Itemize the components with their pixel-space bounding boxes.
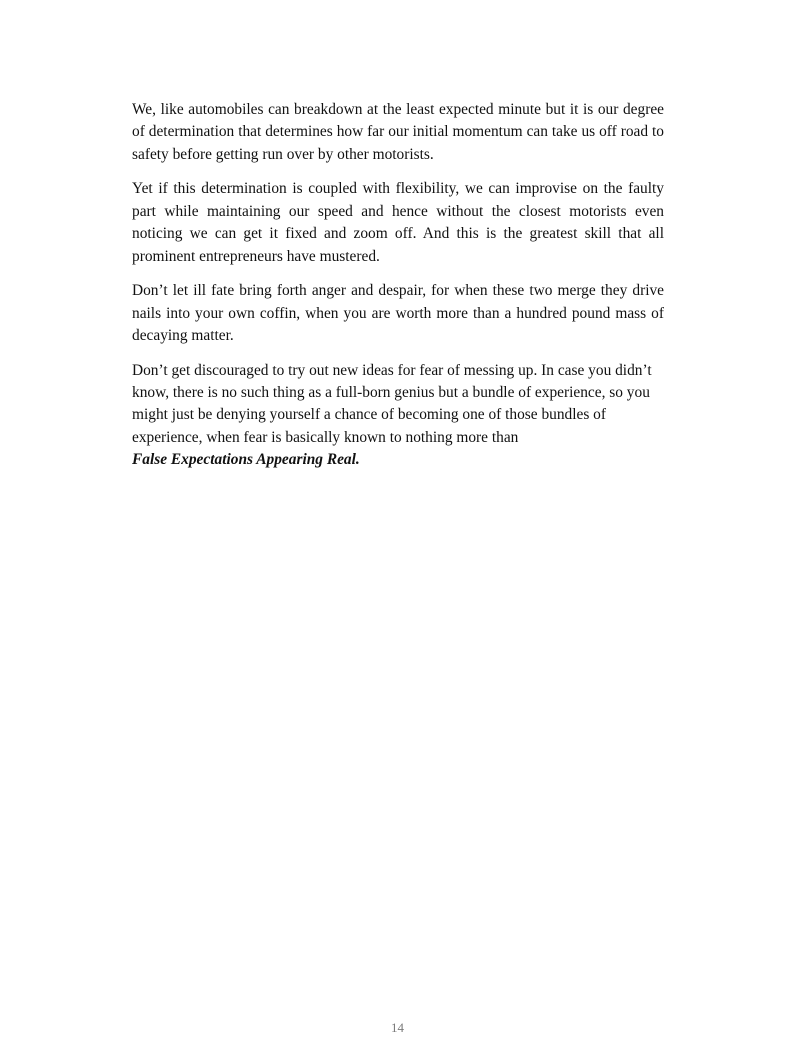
paragraph-2: Yet if this determination is coupled with flexibility, we can improvise on the faulty part while maintaining our speed and hence without the closest motorists even noticing we can get it fixed and zoom off. And this is the greatest skill that all prominent entrepreneurs have mustered. xyxy=(132,180,664,265)
paragraph-4-text: Don’t get discouraged to try out new ideas for fear of messing up. In case you didn’t know, there is no such thing as a full-born genius but a bundle of experience, so you might just be denying yourself a chance of becoming one of those bundles of experience, when fear is basically known to nothing more than xyxy=(132,361,652,446)
closing-emphasis: False Expectations Appearing Real. xyxy=(132,451,360,469)
paragraph-1: We, like automobiles can breakdown at the least expected minute but it is our degree of determination that determines how far our initial momentum can take us off road to safety before getting run over by other motorists. xyxy=(132,101,664,163)
paragraph-4 xyxy=(132,360,664,472)
page-number: 14 xyxy=(391,1020,404,1035)
paragraph-3: Don’t let ill fate bring forth anger and despair, for when these two merge they drive nails into your own coffin, when you are worth more than a hundred pound mass of decaying matter. xyxy=(132,282,664,345)
body-text xyxy=(132,99,664,484)
